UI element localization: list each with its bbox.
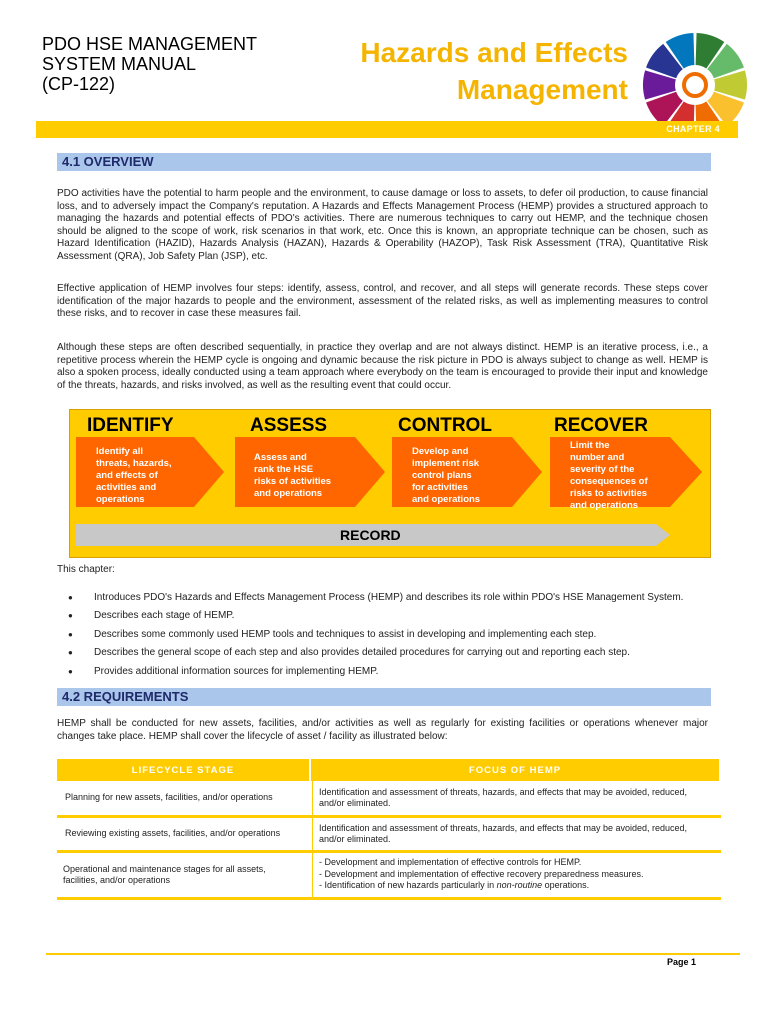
overview-paragraph-3: Although these steps are often described sequentially, in practice they overlap and are not always distinct. HEMP is an iterative process, i.e., a repetitive process wherein the HEMP cycle is ongoing and dynamic because the risk picture in PDO is always subject to change as well. HEMP is also a spoken process, ideally conducted using a team approach where everybody on the team is encouraged to provide their input and knowledge of the threats, hazards, and risks involved, as well as the resulting event that could occur. <box>57 342 708 391</box>
step-title-recover: RECOVER <box>554 415 648 436</box>
focus-cell: - Development and implementation of effective controls for HEMP. - Development and implementation of effective recovery preparedness measures. - Identification of new hazards particularly in non-routine operations. <box>319 857 644 890</box>
table-row <box>57 853 721 897</box>
document-title-line1: Hazards and Effects <box>360 37 628 68</box>
column-header-stage: LIFECYCLE STAGE <box>57 759 311 781</box>
focus-cell: Identification and assessment of threats, hazards, and effects that may be avoided, reduced, and/or eliminated. <box>319 822 688 844</box>
bullet-icon: ● <box>68 629 73 639</box>
column-header-focus: FOCUS OF HEMP <box>311 759 719 781</box>
list-item: ● Describes each stage of HEMP. <box>68 610 235 622</box>
assess-text: Assess and rank the HSE risks of activities and operations <box>254 452 332 499</box>
manual-title-line2: SYSTEM MANUAL <box>42 54 197 74</box>
list-item: ● Provides additional information sources for implementing HEMP. <box>68 665 379 677</box>
bullet-icon: ● <box>68 648 73 658</box>
list-item: ● Introduces PDO's Hazards and Effects Management Process (HEMP) and describes its role within PDO's HSE Management System. <box>68 591 684 603</box>
requirements-paragraph: HEMP shall be conducted for new assets, facilities, and/or activities as well as regularly for existing facilities or operations whenever major changes take place. HEMP shall cover the lifecycle of asset / facility as illustrated below: <box>57 718 708 742</box>
section-heading-overview: 4.1 OVERVIEW <box>57 153 711 171</box>
list-item: ● Describes the general scope of each step and also provides detailed procedures for carrying out and reporting each step. <box>68 647 630 659</box>
manual-title <box>42 34 257 94</box>
chapter-intro: This chapter: <box>57 564 115 575</box>
focus-cell: Identification and assessment of threats, hazards, and effects that may be avoided, reduced, and/or eliminated. <box>319 786 688 808</box>
chapter-label: CHAPTER 4 <box>666 124 720 134</box>
identify-text: Identify all threats, hazards, and effects of activities and operations <box>96 446 172 505</box>
row-divider <box>57 897 721 900</box>
bullet-icon: ● <box>68 666 73 676</box>
stage-cell: Planning for new assets, facilities, and/or operations <box>57 781 313 815</box>
table-row <box>57 781 721 815</box>
manual-title-line3: (CP-122) <box>42 74 116 94</box>
lifecycle-table <box>57 759 721 900</box>
chapter-bar <box>36 121 738 138</box>
record-label: RECORD <box>340 527 401 543</box>
bullet-icon: ● <box>68 592 73 602</box>
section-heading-requirements: 4.2 REQUIREMENTS <box>57 688 711 706</box>
document-title-line2: Management <box>456 74 628 105</box>
bullet-icon: ● <box>68 611 73 621</box>
recover-text: Limit the number and severity of the consequences of risks to activities and operations <box>570 440 648 511</box>
step-title-identify: IDENTIFY <box>87 415 174 436</box>
overview-paragraph-2: Effective application of HEMP involves four steps: identify, assess, control, and recover, and all steps will generate records. These steps cover identification of the major hazards to people and the environment, assessment of the related risks, as well as implementing measures to control these risks, and to recover in case these measures fail. <box>57 283 708 320</box>
step-title-assess: ASSESS <box>250 415 328 436</box>
page-number: Page 1 <box>666 957 696 967</box>
overview-paragraph-1: PDO activities have the potential to harm people and the environment, to cause damage or loss to assets, to defer oil production, to cause financial loss, and to adversely impact the Company's reputation. A Hazards and Effects Management Process (HEMP) provides a structured approach to managing the hazards and potential effects of PDO's activities. There are numerous techniques to carry out HEMP, and the technique chosen should be aligned to the scope of work, risk scenarios in that work, etc. Once this is known, an appropriate technique can be chosen, such as Hazard Identification (HAZID), Hazards Analysis (HAZAN), Hazards & Operability (HAZOP), Task Risk Assessment (TRA), Quantitative Risk Assessment (QRA), Job Safety Plan (JSP), etc. <box>57 188 708 262</box>
control-text: Develop and implement risk control plans for activities and operations <box>412 446 481 505</box>
table-header-row <box>57 759 721 781</box>
manual-title-line1: PDO HSE MANAGEMENT <box>42 34 258 54</box>
chapter-bullet-list <box>68 588 718 681</box>
stage-cell: Reviewing existing assets, facilities, and/or operations <box>57 818 313 850</box>
document-title <box>360 34 628 108</box>
list-item: ● Describes some commonly used HEMP tools and techniques to assist in developing and implementing each step. <box>68 628 597 640</box>
hemp-process-diagram <box>69 409 711 558</box>
step-title-control: CONTROL <box>398 415 492 436</box>
table-row <box>57 818 721 850</box>
stage-cell: Operational and maintenance stages for all assets, facilities, and/or operations <box>57 853 313 897</box>
footer-rule <box>46 953 740 955</box>
